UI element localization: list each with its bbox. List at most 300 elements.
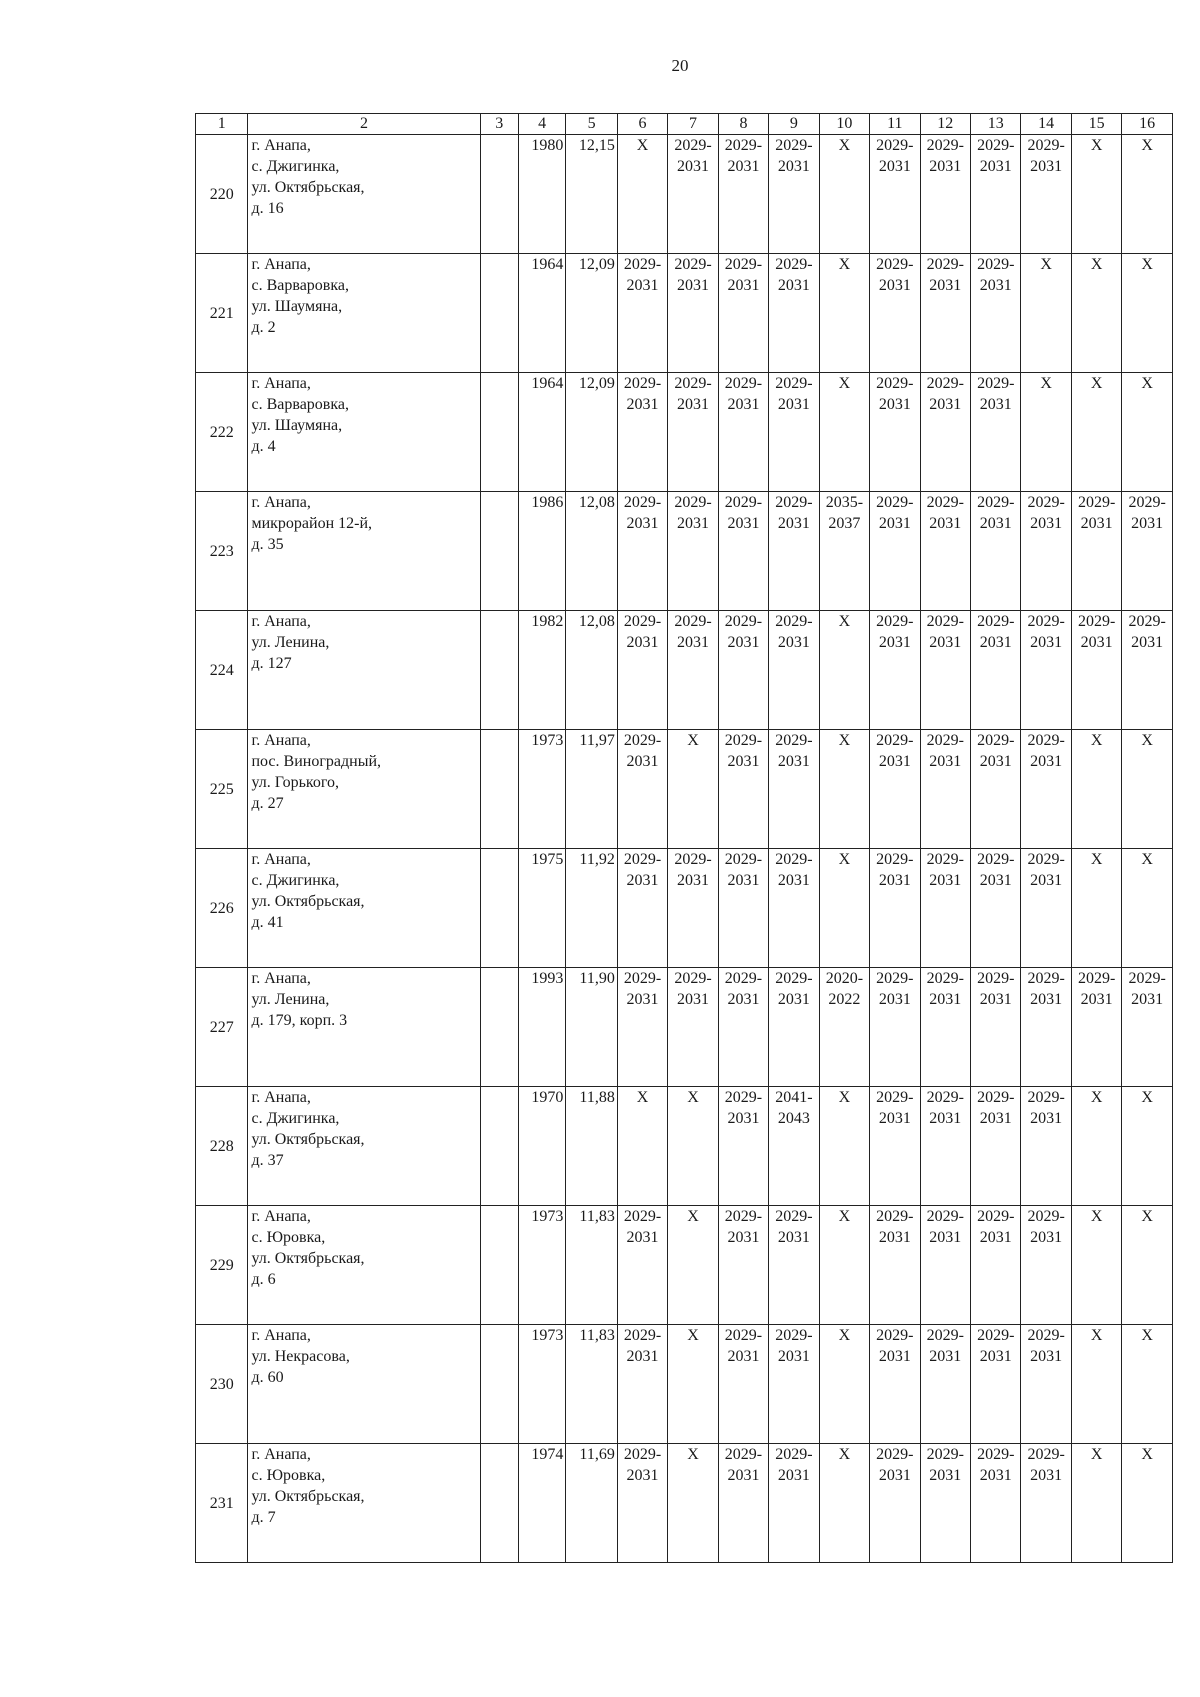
period-line: 2031 [929, 1467, 962, 1484]
period-line: X [1141, 1089, 1153, 1106]
address-line: д. 127 [251, 655, 292, 672]
period-line: 2043 [777, 1110, 810, 1127]
period-line: 2029- [775, 1208, 813, 1225]
period-line: 2029- [724, 1208, 763, 1225]
empty-cell [480, 254, 518, 373]
period-line: 2022 [828, 991, 861, 1008]
period-cell [769, 254, 819, 373]
period-line: 2029- [775, 494, 813, 511]
period-line: 2031 [626, 634, 659, 651]
period-cell [971, 611, 1021, 730]
period-cell [718, 1444, 768, 1563]
address-cell [248, 1087, 480, 1206]
period-line: 2029- [977, 1327, 1015, 1344]
table-row [196, 373, 1173, 492]
column-number-cell: 4 [518, 114, 565, 135]
period-line: 2031 [979, 872, 1012, 889]
period-line: X [636, 1089, 649, 1106]
period-cell [1021, 1325, 1071, 1444]
address-line: микрорайон 12-й, [251, 515, 373, 532]
period-cell [769, 611, 819, 730]
period-line: 2031 [878, 753, 911, 770]
period-cell [718, 373, 768, 492]
period-cell [769, 1087, 819, 1206]
period-line: 2031 [727, 872, 760, 889]
period-line: 2029- [674, 137, 712, 154]
column-number-cell: 13 [971, 114, 1021, 135]
table-row [196, 849, 1173, 968]
period-cell [718, 849, 768, 968]
period-line: 2031 [979, 1348, 1012, 1365]
year-cell: 1993 [518, 968, 565, 1087]
period-cell [1021, 373, 1071, 492]
address-line: д. 60 [251, 1369, 284, 1386]
period-line: X [838, 137, 851, 154]
period-cell [718, 492, 768, 611]
period-line: X [838, 613, 851, 630]
table-body [196, 114, 1173, 1563]
period-cell [971, 492, 1021, 611]
period-line: 2031 [929, 1229, 962, 1246]
period-cell [617, 373, 667, 492]
period-cell [870, 1444, 920, 1563]
period-cell [819, 492, 869, 611]
period-cell [819, 373, 869, 492]
period-line: 2029- [674, 613, 712, 630]
value-cell: 12,08 [566, 611, 617, 730]
period-cell [617, 968, 667, 1087]
period-line: 2029- [876, 970, 914, 987]
period-line: 2031 [1030, 1110, 1063, 1127]
period-cell [1071, 373, 1121, 492]
period-line: 2031 [777, 753, 810, 770]
address-line: г. Анапа, [251, 970, 311, 987]
address-line: ул. Шаумяна, [251, 298, 343, 315]
period-line: 2037 [828, 515, 861, 532]
housing-repair-table [195, 113, 1173, 1563]
value-cell: 11,83 [566, 1325, 617, 1444]
period-line: 2031 [878, 277, 911, 294]
period-line: X [1141, 256, 1153, 273]
period-line: 2029- [775, 851, 813, 868]
address-line: г. Анапа, [251, 1327, 311, 1344]
period-cell [769, 1444, 819, 1563]
period-line: 2031 [1080, 634, 1113, 651]
period-line: 2029- [1027, 851, 1065, 868]
empty-cell [480, 611, 518, 730]
period-cell [617, 611, 667, 730]
address-line: д. 16 [251, 200, 284, 217]
period-cell [617, 492, 667, 611]
address-line: с. Джигинка, [251, 872, 340, 889]
address-line: д. 2 [251, 319, 276, 336]
period-cell [920, 968, 970, 1087]
address-cell [248, 1325, 480, 1444]
period-cell [1021, 849, 1071, 968]
period-line: 2031 [626, 991, 659, 1008]
period-line: 2031 [1030, 991, 1063, 1008]
period-cell [971, 1444, 1021, 1563]
period-line: 2031 [626, 753, 659, 770]
period-line: 2031 [929, 991, 962, 1008]
row-number: 228 [196, 1087, 248, 1206]
period-cell [920, 373, 970, 492]
period-line: 2029- [876, 1446, 914, 1463]
period-line: 2031 [777, 1467, 810, 1484]
period-cell [718, 611, 768, 730]
period-line: 2031 [727, 753, 760, 770]
period-cell [1021, 492, 1071, 611]
period-line: 2029- [623, 970, 662, 987]
period-line: 2031 [979, 753, 1012, 770]
address-line: пос. Виноградный, [251, 753, 382, 770]
year-cell: 1964 [518, 254, 565, 373]
row-number: 229 [196, 1206, 248, 1325]
period-line: 2029- [876, 851, 914, 868]
period-cell [668, 1087, 718, 1206]
period-line: 2031 [1030, 515, 1063, 532]
address-line: ул. Октябрьская, [251, 1250, 365, 1267]
period-line: 2031 [727, 1467, 760, 1484]
address-line: г. Анапа, [251, 851, 311, 868]
row-number: 224 [196, 611, 248, 730]
period-line: 2029- [1027, 1327, 1065, 1344]
period-line: 2029- [623, 613, 662, 630]
table-row [196, 1206, 1173, 1325]
period-line: 2029- [977, 256, 1015, 273]
period-cell [668, 730, 718, 849]
empty-cell [480, 968, 518, 1087]
period-line: X [1090, 256, 1103, 273]
year-cell: 1982 [518, 611, 565, 730]
period-cell [617, 730, 667, 849]
period-line: X [1090, 1089, 1103, 1106]
column-number-cell: 3 [480, 114, 518, 135]
row-number: 220 [196, 135, 248, 254]
address-line: ул. Октябрьская, [251, 893, 365, 910]
period-line: 2029- [926, 970, 964, 987]
period-line: 2029- [1027, 1446, 1065, 1463]
period-cell [617, 254, 667, 373]
period-line: 2029- [926, 137, 964, 154]
period-cell [870, 730, 920, 849]
address-cell [248, 373, 480, 492]
period-cell [617, 135, 667, 254]
period-line: 2031 [979, 158, 1012, 175]
period-line: 2031 [878, 158, 911, 175]
address-line: ул. Ленина, [251, 634, 330, 651]
table-row [196, 492, 1173, 611]
period-cell [819, 849, 869, 968]
period-cell [1122, 492, 1173, 611]
period-line: 2031 [727, 634, 760, 651]
period-line: 2031 [1080, 991, 1113, 1008]
period-line: 2031 [1030, 1229, 1063, 1246]
empty-cell [480, 492, 518, 611]
period-line: 2029- [926, 1208, 964, 1225]
period-line: 2029- [724, 256, 763, 273]
period-line: X [636, 137, 649, 154]
period-line: X [1141, 375, 1153, 392]
period-cell [668, 849, 718, 968]
period-line: X [838, 1208, 851, 1225]
period-line: 2029- [724, 970, 763, 987]
row-number: 223 [196, 492, 248, 611]
period-line: 2031 [777, 1229, 810, 1246]
row-number: 222 [196, 373, 248, 492]
period-cell [920, 254, 970, 373]
period-line: 2029- [724, 375, 763, 392]
period-cell [870, 1206, 920, 1325]
period-cell [668, 1444, 718, 1563]
period-line: 2031 [979, 1229, 1012, 1246]
period-line: 2029- [623, 375, 662, 392]
address-line: ул. Ленина, [251, 991, 330, 1008]
address-line: с. Юровка, [251, 1467, 326, 1484]
column-number-cell: 9 [769, 114, 819, 135]
period-cell [920, 1444, 970, 1563]
column-number-cell: 7 [668, 114, 718, 135]
address-cell [248, 1444, 480, 1563]
period-cell [971, 254, 1021, 373]
period-line: 2031 [727, 991, 760, 1008]
period-line: 2029- [724, 1089, 763, 1106]
period-line: 2029- [623, 732, 662, 749]
period-line: 2031 [1131, 991, 1164, 1008]
period-cell [769, 492, 819, 611]
address-line: д. 35 [251, 536, 284, 553]
address-line: с. Джигинка, [251, 1110, 340, 1127]
period-cell [1071, 849, 1121, 968]
period-cell [920, 492, 970, 611]
period-line: 2031 [777, 277, 810, 294]
period-line: 2031 [626, 277, 659, 294]
period-line: 2029- [724, 851, 763, 868]
period-cell [971, 1087, 1021, 1206]
period-cell [920, 849, 970, 968]
period-cell [971, 849, 1021, 968]
period-cell [718, 1206, 768, 1325]
year-cell: 1964 [518, 373, 565, 492]
value-cell: 11,69 [566, 1444, 617, 1563]
address-line: д. 7 [251, 1509, 276, 1526]
address-cell [248, 492, 480, 611]
address-cell [248, 968, 480, 1087]
period-line: 2031 [677, 396, 709, 413]
column-number-row [196, 114, 1173, 135]
period-cell [1021, 254, 1071, 373]
empty-cell [480, 849, 518, 968]
period-line: 2029- [623, 851, 662, 868]
empty-cell [480, 1087, 518, 1206]
empty-cell [480, 730, 518, 849]
period-cell [718, 968, 768, 1087]
period-line: 2031 [1080, 515, 1113, 532]
period-line: 2031 [777, 1348, 810, 1365]
period-line: 2031 [1030, 872, 1063, 889]
period-line: 2029- [1128, 494, 1166, 511]
table-row [196, 968, 1173, 1087]
period-line: 2029- [1077, 613, 1116, 630]
period-line: 2031 [929, 753, 962, 770]
empty-cell [480, 373, 518, 492]
period-cell [1122, 1444, 1173, 1563]
table-row [196, 730, 1173, 849]
value-cell: 12,15 [566, 135, 617, 254]
value-cell: 11,90 [566, 968, 617, 1087]
period-cell [1071, 1087, 1121, 1206]
period-line: 2029- [724, 1446, 763, 1463]
empty-cell [480, 135, 518, 254]
period-cell [819, 254, 869, 373]
period-cell [971, 135, 1021, 254]
period-line: 2031 [677, 634, 709, 651]
period-line: 2031 [979, 1110, 1012, 1127]
period-line: 2029- [674, 970, 712, 987]
column-number-cell: 15 [1071, 114, 1121, 135]
period-cell [971, 373, 1021, 492]
period-line: 2029- [876, 1208, 914, 1225]
period-cell [920, 1325, 970, 1444]
period-cell [920, 730, 970, 849]
value-cell: 11,83 [566, 1206, 617, 1325]
period-line: 2029- [977, 494, 1015, 511]
year-cell: 1980 [518, 135, 565, 254]
period-line: 2029- [1027, 1208, 1065, 1225]
period-line: 2031 [1131, 515, 1164, 532]
period-line: 2029- [775, 1327, 813, 1344]
period-line: 2031 [979, 1467, 1012, 1484]
period-line: X [1040, 256, 1052, 273]
period-line: X [687, 1208, 699, 1225]
period-cell [718, 1087, 768, 1206]
period-line: 2031 [727, 515, 760, 532]
period-cell [819, 730, 869, 849]
period-cell [1122, 1206, 1173, 1325]
column-number-cell: 6 [617, 114, 667, 135]
address-cell [248, 254, 480, 373]
period-cell [1021, 1444, 1071, 1563]
period-cell [769, 968, 819, 1087]
period-line: 2031 [979, 991, 1012, 1008]
period-line: 2031 [1030, 1467, 1063, 1484]
value-cell: 11,92 [566, 849, 617, 968]
period-line: 2029- [623, 1327, 662, 1344]
period-cell [668, 611, 718, 730]
period-line: 2031 [929, 396, 962, 413]
period-line: 2029- [623, 1208, 662, 1225]
period-line: 2031 [677, 277, 709, 294]
period-line: X [1141, 1208, 1153, 1225]
period-line: 2029- [724, 494, 763, 511]
period-cell [870, 135, 920, 254]
year-cell: 1970 [518, 1087, 565, 1206]
address-line: д. 179, корп. 3 [251, 1012, 348, 1029]
address-line: с. Джигинка, [251, 158, 340, 175]
period-line: X [1090, 1446, 1103, 1463]
empty-cell [480, 1206, 518, 1325]
period-cell [1021, 968, 1071, 1087]
period-line: 2031 [878, 872, 911, 889]
column-number-cell: 16 [1122, 114, 1173, 135]
period-line: 2031 [677, 515, 709, 532]
period-cell [1071, 254, 1121, 373]
period-line: 2031 [929, 634, 962, 651]
period-line: 2031 [929, 158, 962, 175]
year-cell: 1973 [518, 1206, 565, 1325]
year-cell: 1973 [518, 1325, 565, 1444]
period-cell [718, 730, 768, 849]
period-line: 2029- [977, 1208, 1015, 1225]
period-line: 2031 [727, 158, 760, 175]
period-cell [971, 968, 1021, 1087]
period-line: 2031 [727, 396, 760, 413]
period-line: X [1141, 1327, 1153, 1344]
period-line: 2031 [727, 277, 760, 294]
period-line: X [687, 1327, 699, 1344]
period-cell [769, 849, 819, 968]
period-line: 2029- [926, 1327, 964, 1344]
period-line: 2031 [1030, 634, 1063, 651]
column-number-cell: 10 [819, 114, 869, 135]
period-line: 2029- [926, 1446, 964, 1463]
period-line: X [838, 256, 851, 273]
address-line: г. Анапа, [251, 137, 311, 154]
period-cell [1122, 849, 1173, 968]
period-cell [668, 135, 718, 254]
period-line: 2031 [777, 634, 810, 651]
address-cell [248, 730, 480, 849]
period-cell [668, 254, 718, 373]
period-cell [870, 849, 920, 968]
address-cell [248, 611, 480, 730]
period-cell [920, 611, 970, 730]
period-line: 2029- [724, 1327, 763, 1344]
address-line: ул. Октябрьская, [251, 1131, 365, 1148]
period-line: 2029- [1027, 613, 1065, 630]
period-line: 2031 [929, 277, 962, 294]
period-line: X [1090, 137, 1103, 154]
period-line: 2031 [777, 515, 810, 532]
period-line: 2029- [876, 613, 914, 630]
period-line: 2031 [777, 991, 810, 1008]
column-number-cell: 14 [1021, 114, 1071, 135]
period-line: 2029- [876, 256, 914, 273]
period-line: 2029- [926, 613, 964, 630]
address-line: г. Анапа, [251, 1089, 311, 1106]
period-cell [617, 1325, 667, 1444]
column-number-cell: 5 [566, 114, 617, 135]
address-line: ул. Некрасова, [251, 1348, 350, 1365]
address-line: г. Анапа, [251, 494, 311, 511]
period-line: 2031 [1030, 753, 1063, 770]
period-line: 2031 [979, 634, 1012, 651]
period-line: 2031 [878, 1348, 911, 1365]
period-line: 2029- [1128, 970, 1166, 987]
period-line: X [687, 1446, 699, 1463]
period-line: 2029- [775, 1446, 813, 1463]
period-line: X [1040, 375, 1052, 392]
period-line: 2031 [878, 1467, 911, 1484]
period-cell [1122, 254, 1173, 373]
period-line: X [838, 1446, 851, 1463]
period-cell [870, 492, 920, 611]
period-line: X [1090, 1327, 1103, 1344]
period-line: X [1090, 732, 1103, 749]
period-cell [668, 968, 718, 1087]
value-cell: 12,09 [566, 254, 617, 373]
period-line: 2031 [929, 872, 962, 889]
